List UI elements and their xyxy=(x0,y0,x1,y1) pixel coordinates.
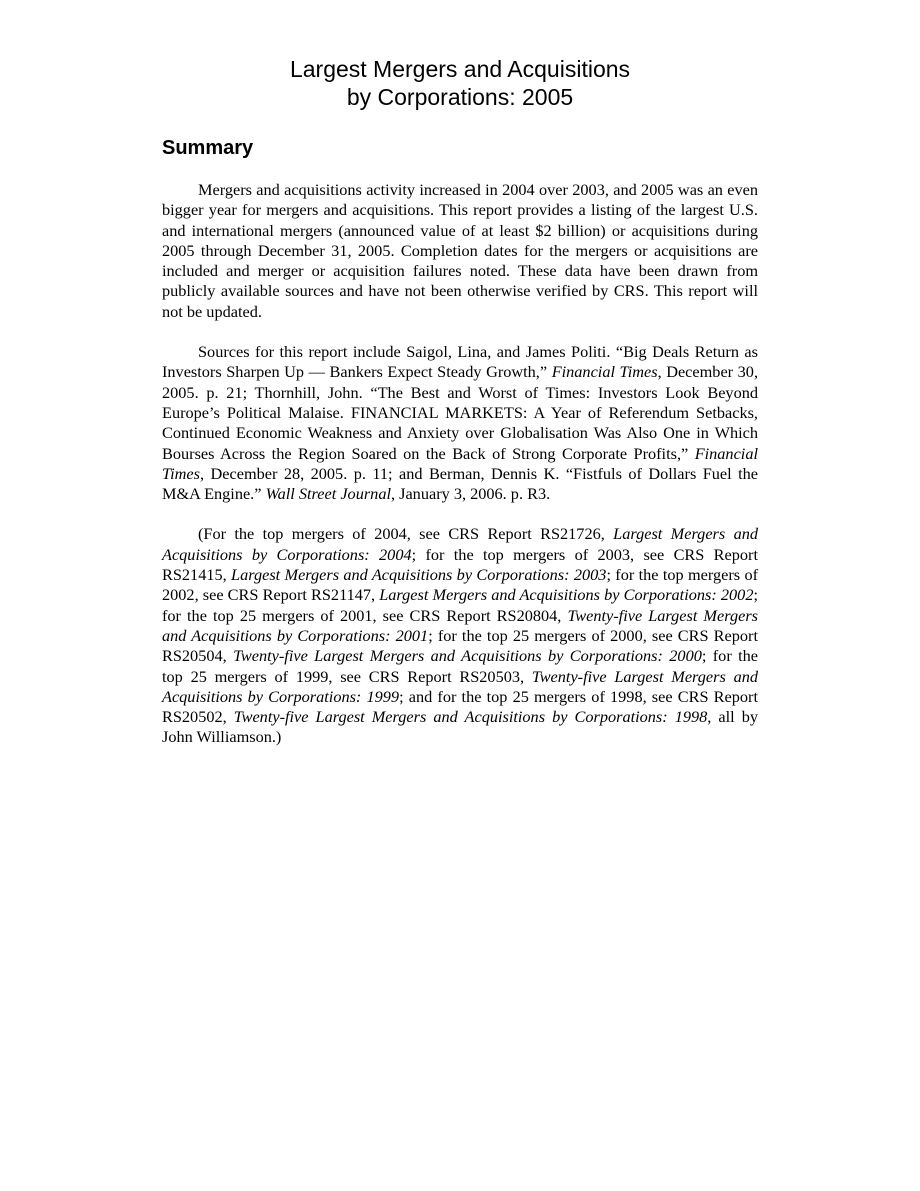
sources-text: , January 3, 2006. p. R3. xyxy=(390,484,551,504)
reports-text: ; and for the top 25 mergers of 1998, see CRS Report RS20502, xyxy=(162,686,758,727)
summary-paragraph: Mergers and acquisitions activity increased in 2004 over 2003, and 2005 was an even bigger year for mergers and acquisitions. This report provides a listing of the largest U.S. and international mergers (announced value of at least $2 billion) or acquisitions during 2005 through December 31, 2005. Completion dates for the mergers or acquisitions are included and merger or acquisition failures noted. These data have been drawn from publicly available sources and have not been otherwise verified by CRS. This report will not be updated. xyxy=(162,180,758,321)
document-title xyxy=(162,55,758,111)
reports-text: ; for the top mergers of 2002, see CRS Report RS21147, xyxy=(162,565,759,605)
document-page xyxy=(162,55,758,768)
reports-text: (For the top mergers of 2004, see CRS Report RS21726, xyxy=(198,524,614,544)
report-title: Twenty-five Largest Mergers and Acquisitions by Corporations: 2001 xyxy=(162,605,758,645)
report-title: Twenty-five Largest Mergers and Acquisitions by Corporations: 2000 xyxy=(233,646,702,666)
report-title: Largest Mergers and Acquisitions by Corporations: 2003 xyxy=(231,565,607,585)
title-line-2: by Corporations: 2005 xyxy=(346,84,574,110)
sources-text: , December 28, 2005. p. 11; and Berman, Dennis K. “Fistfuls of Dollars Fuel the M&A Engine.” xyxy=(162,463,758,504)
summary-heading: Summary xyxy=(162,137,254,159)
report-title: Largest Mergers and Acquisitions by Corporations: 2002 xyxy=(379,585,754,605)
reports-text: ; for the top 25 mergers of 1999, see CRS Report RS20503, xyxy=(162,646,758,686)
report-title: Twenty-five Largest Mergers and Acquisitions by Corporations: 1998 xyxy=(233,707,708,727)
report-title: Largest Mergers and Acquisitions by Corporations: 2004 xyxy=(162,524,758,564)
reports-text: ; for the top 25 mergers of 2001, see CRS Report RS20804, xyxy=(162,585,758,625)
report-title: Twenty-five Largest Mergers and Acquisitions by Corporations: 1999 xyxy=(162,666,759,706)
sources-text: , December 30, 2005. p. 21; Thornhill, John. “The Best and Worst of Times: Investors Look Beyond Europe’s Political Malaise. FINANCIAL MARKETS: A Year of Referendum Setbacks, Continued Economic Weakness and Anxiety over Globalisation Was Also One in Which Bourses Across the Region Soared on the Back of Strong Corporate Profits,” xyxy=(162,362,759,463)
title-line-1: Largest Mergers and Acquisitions xyxy=(289,56,631,82)
related-reports-paragraph xyxy=(162,524,758,747)
reports-text: ; for the top mergers of 2003, see CRS Report RS21415, xyxy=(162,544,758,585)
reports-text: , all by John Williamson.) xyxy=(162,707,759,747)
sources-paragraph xyxy=(162,342,758,504)
sources-text: Sources for this report include Saigol, Lina, and James Politi. “Big Deals Return as Investors Sharpen Up — Bankers Expect Steady Growth,” xyxy=(162,342,758,382)
citation-title: Wall Street Journal xyxy=(265,484,391,504)
citation-title: Financial Times xyxy=(551,362,658,382)
reports-text: ; for the top 25 mergers of 2000, see CRS Report RS20504, xyxy=(162,625,758,666)
citation-title: Financial Times xyxy=(162,443,758,483)
